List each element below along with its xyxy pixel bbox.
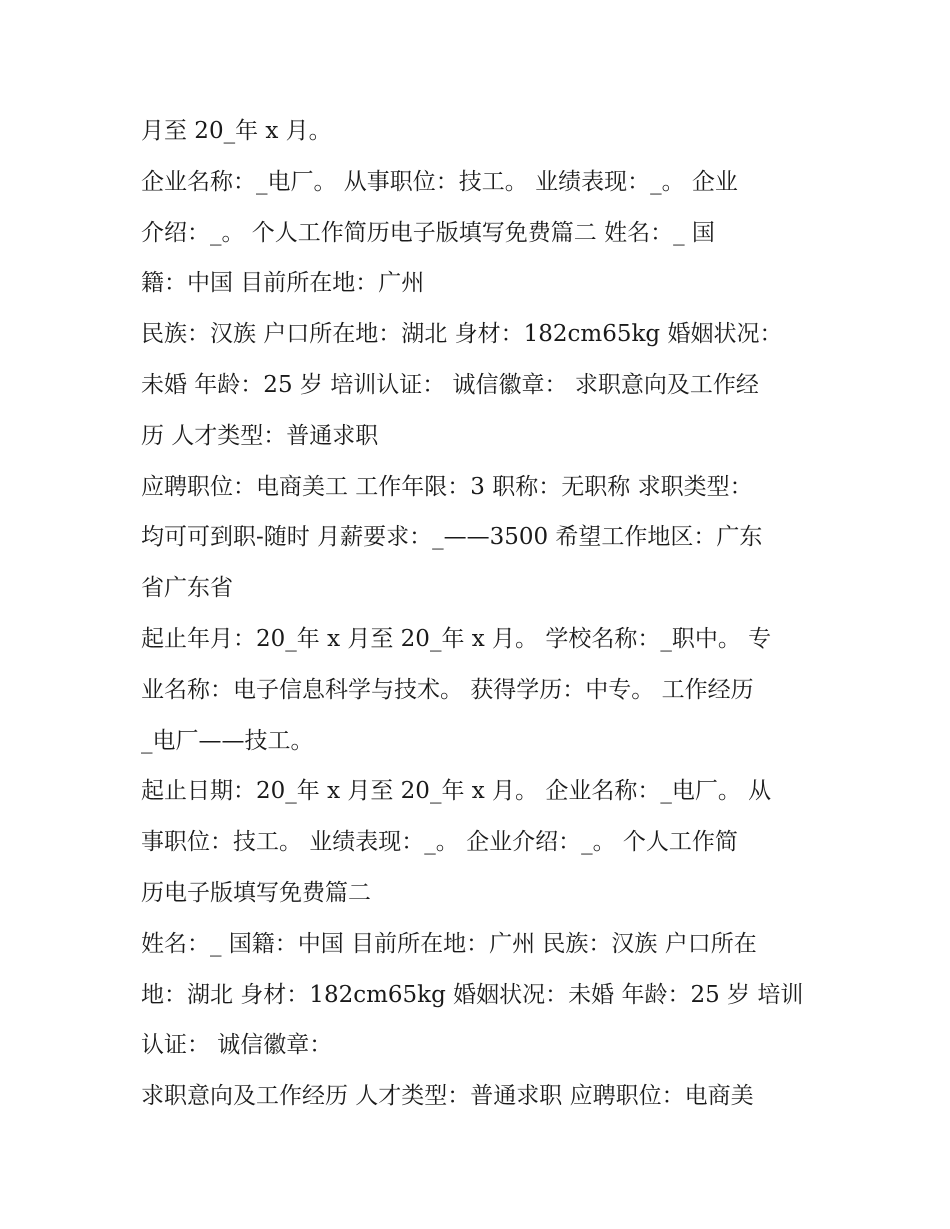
document-body: [141, 108, 811, 1124]
text-line: 求职意向及工作经历 人才类型：普通求职 应聘职位：电商美: [141, 1083, 754, 1110]
text-line: 历 人才类型：普通求职: [141, 422, 379, 449]
text-line: 认证： 诚信徽章：: [141, 1032, 333, 1059]
text-line: 起止年月：20_年 x 月至 20_年 x 月。 学校名称：_职中。 专: [141, 625, 772, 652]
text-line: 姓名：_ 国籍：中国 目前所在地：广州 民族：汉族 户口所在: [141, 930, 757, 957]
text-line: 未婚 年龄：25 岁 培训认证： 诚信徽章： 求职意向及工作经: [141, 371, 759, 398]
text-line: 民族：汉族 户口所在地：湖北 身材：182cm65kg 婚姻状况：: [141, 321, 783, 348]
text-line: 省广东省: [141, 575, 233, 602]
text-line: 籍：中国 目前所在地：广州: [141, 270, 425, 297]
text-line: 介绍：_。 个人工作简历电子版填写免费篇二 姓名：_ 国: [141, 219, 715, 246]
text-line: 均可可到职-随时 月薪要求：_——3500 希望工作地区：广东: [141, 524, 763, 551]
text-line: 企业名称：_电厂。 从事职位：技工。 业绩表现：_。 企业: [141, 168, 738, 195]
text-line: 业名称：电子信息科学与技术。 获得学历：中专。 工作经历: [141, 676, 754, 703]
text-line: 应聘职位：电商美工 工作年限：3 职称：无职称 求职类型：: [141, 473, 753, 500]
text-line: 月至 20_年 x 月。: [141, 118, 332, 144]
text-line: 事职位：技工。 业绩表现：_。 企业介绍：_。 个人工作简: [141, 829, 738, 856]
text-line: 历电子版填写免费篇二: [141, 879, 371, 906]
text-line: 地：湖北 身材：182cm65kg 婚姻状况：未婚 年龄：25 岁 培训: [141, 981, 804, 1008]
text-line: _电厂——技工。: [141, 727, 314, 754]
text-line: 起止日期：20_年 x 月至 20_年 x 月。 企业名称：_电厂。 从: [141, 778, 772, 805]
